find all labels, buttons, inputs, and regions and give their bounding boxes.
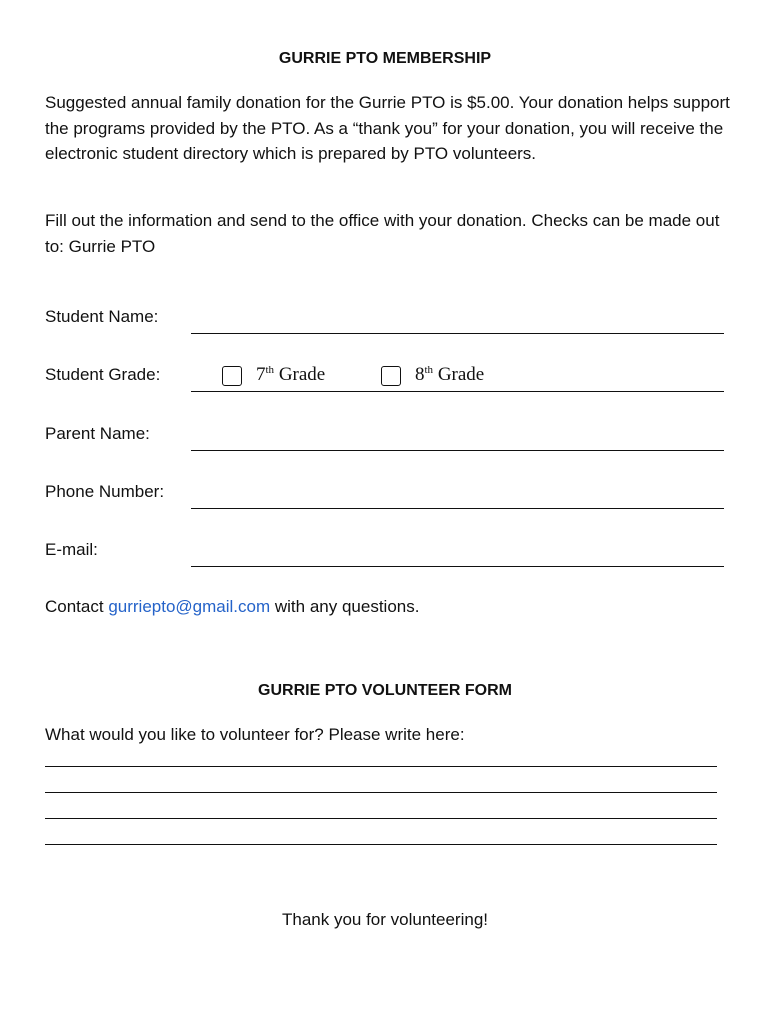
volunteer-title: GURRIE PTO VOLUNTEER FORM [258, 682, 512, 699]
parent-name-label: Parent Name: [45, 424, 150, 443]
student-name-label: Student Name: [45, 307, 159, 326]
volunteer-write-line[interactable] [45, 766, 717, 767]
volunteer-write-line[interactable] [45, 844, 717, 845]
volunteer-thanks: Thank you for volunteering! [281, 910, 488, 929]
email-label: E-mail: [45, 540, 98, 559]
eighth-grade-label: 8th Grade [415, 364, 485, 385]
student-grade-label: Student Grade: [45, 365, 161, 384]
membership-intro: Suggested annual family donation for the Gurrie PTO is $5.00. Your donation helps support the programs provided by the PTO. As a “thank you” for your donation, you will receive the electronic student directory which is prepared by PTO volunteers. [45, 93, 730, 163]
seventh-grade-label: 7th Grade [256, 364, 326, 385]
membership-instructions: Fill out the information and send to the office with your donation. Checks can be made out to: Gurrie PTO [45, 211, 720, 256]
parent-name-line[interactable] [191, 450, 724, 451]
volunteer-prompt: What would you like to volunteer for? Please write here: [45, 725, 465, 744]
volunteer-write-line[interactable] [45, 792, 717, 793]
seventh-grade-checkbox[interactable] [222, 366, 242, 386]
student-grade-line [191, 391, 724, 392]
volunteer-write-line[interactable] [45, 818, 717, 819]
contact-email-link[interactable]: gurriepto@gmail.com [108, 597, 271, 616]
membership-title: GURRIE PTO MEMBERSHIP [278, 50, 492, 67]
phone-number-line[interactable] [191, 508, 724, 509]
email-line[interactable] [191, 566, 724, 567]
eighth-grade-checkbox[interactable] [381, 366, 401, 386]
contact-text: Contact gurriepto@gmail.com with any questions. [45, 597, 420, 616]
student-name-line[interactable] [191, 333, 724, 334]
phone-number-label: Phone Number: [45, 482, 165, 501]
